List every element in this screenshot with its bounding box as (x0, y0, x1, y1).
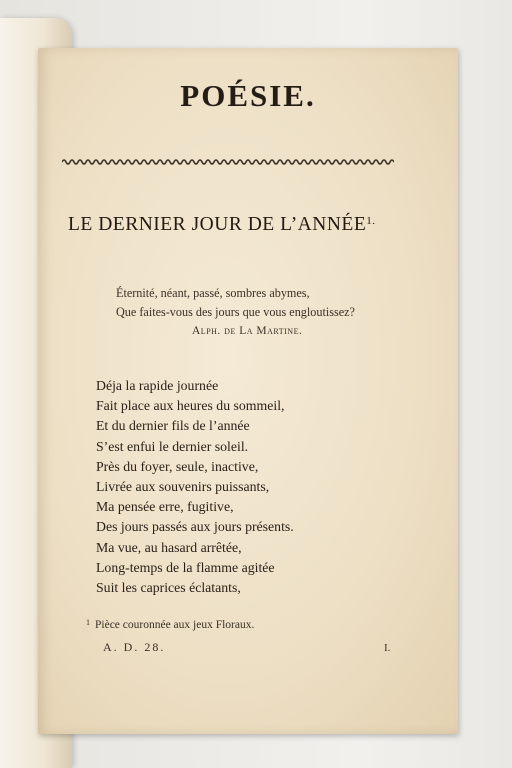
poem-text (96, 376, 416, 598)
poem-line: Et du dernier fils de l’année (96, 418, 250, 434)
footnote-text: Pièce couronnée aux jeux Floraux. (95, 619, 255, 631)
poem-line: Des jours passés aux jours présents. (96, 519, 294, 535)
book-page (38, 48, 458, 734)
poem-line: Suit les caprices éclatants, (96, 580, 241, 596)
poem-line: Livrée aux souvenirs puissants, (96, 479, 270, 495)
footnote (86, 618, 406, 631)
footnote-mark: 1 (86, 618, 90, 627)
wavy-rule (62, 158, 394, 166)
poem-line: Déja la rapide journée (96, 378, 219, 393)
printer-signature: A. D. 28. (103, 640, 166, 654)
poem-line: Ma vue, au hasard arrêtée, (96, 539, 242, 555)
poem-line: Fait place aux heures du sommeil, (96, 398, 285, 414)
epigraph-line: Que faites-vous des jours que vous engloutissez? (116, 305, 355, 319)
poem-line: S’est enfui le dernier soleil. (96, 438, 249, 454)
epigraph-author: Alph. de La Martine. (192, 325, 303, 337)
epigraph (116, 284, 436, 341)
poem-title (68, 214, 448, 236)
poem-title-note-mark: 1. (366, 215, 376, 227)
epigraph-line: Éternité, néant, passé, sombres abymes, (116, 286, 310, 300)
poem-line: Ma pensée erre, fugitive, (96, 499, 234, 515)
page-number: I. (384, 642, 391, 654)
poem-title-text: LE DERNIER JOUR DE L’ANNÉE (68, 214, 367, 235)
page-title: POÉSIE. (180, 78, 316, 113)
poem-line: Près du foyer, seule, inactive, (96, 458, 259, 474)
poem-line: Long-temps de la flamme agitée (96, 559, 275, 575)
